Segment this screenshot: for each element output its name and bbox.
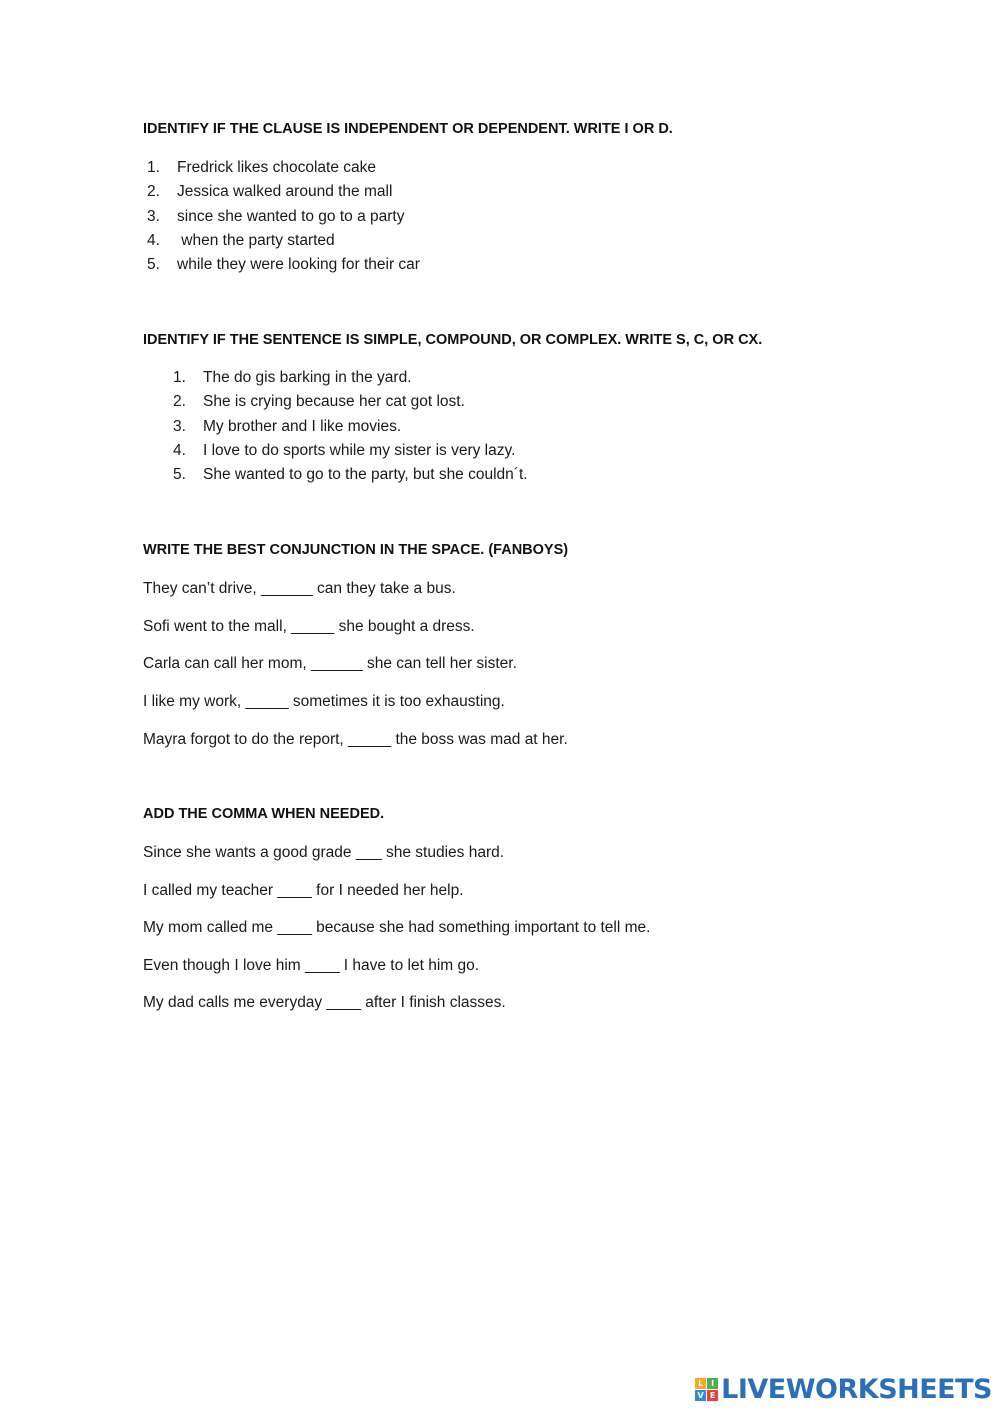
item-text: Jessica walked around the mall: [177, 183, 393, 201]
list-item: [147, 229, 420, 253]
comma-sentence: My dad calls me everyday ____ after I finish classes.: [143, 994, 506, 1011]
list-item: [147, 180, 420, 204]
item-text: since she wanted to go to a party: [177, 207, 405, 225]
conjunction-sentence: They can’t drive, ______ can they take a bus.: [143, 580, 456, 597]
clauses-list: [147, 156, 420, 277]
item-text: I love to do sports while my sister is very lazy.: [203, 441, 516, 459]
logo-text: LIVEWORKSHEETS: [721, 1374, 992, 1405]
logo-letter-l: L: [695, 1378, 706, 1389]
section-title-sentences: IDENTIFY IF THE SENTENCE IS SIMPLE, COMPOUND, OR COMPLEX. WRITE S, C, OR CX.: [143, 332, 763, 348]
list-item: [147, 205, 420, 229]
item-text: She wanted to go to the party, but she couldn´t.: [203, 466, 528, 484]
item-text: when the party started: [177, 231, 335, 249]
item-text: The do gis barking in the yard.: [203, 369, 412, 386]
section-title-commas: ADD THE COMMA WHEN NEEDED.: [143, 806, 385, 822]
section-title-clauses: IDENTIFY IF THE CLAUSE IS INDEPENDENT OR DEPENDENT. WRITE I OR D.: [143, 121, 673, 137]
conjunction-sentence: Sofi went to the mall, _____ she bought a dress.: [143, 618, 475, 635]
item-text: Fredrick likes chocolate cake: [177, 159, 376, 176]
logo-letter-v: V: [695, 1390, 706, 1401]
list-item: [173, 415, 528, 439]
item-number: 3.: [147, 207, 160, 225]
list-item: [173, 390, 528, 414]
liveworksheets-logo: [695, 1375, 992, 1405]
item-number: 5.: [173, 466, 186, 484]
item-number: 5.: [147, 256, 160, 274]
item-number: 2.: [173, 393, 186, 411]
item-text: She is crying because her cat got lost.: [203, 393, 465, 411]
list-item: [173, 463, 528, 487]
comma-sentence: My mom called me ____ because she had something important to tell me.: [143, 919, 651, 936]
section-title-conjunctions: WRITE THE BEST CONJUNCTION IN THE SPACE. (FANBOYS): [143, 542, 569, 558]
conjunction-sentence: Carla can call her mom, ______ she can tell her sister.: [143, 655, 517, 672]
item-number: 3.: [173, 417, 186, 435]
item-number: 4.: [147, 231, 160, 249]
item-number: 1.: [173, 369, 186, 386]
item-number: 4.: [173, 441, 186, 459]
comma-sentence: Even though I love him ____ I have to let him go.: [143, 957, 480, 974]
comma-sentence: I called my teacher ____ for I needed her help.: [143, 882, 464, 899]
conjunction-sentence: Mayra forgot to do the report, _____ the boss was mad at her.: [143, 731, 568, 748]
item-text: while they were looking for their car: [177, 256, 420, 274]
logo-letter-i: I: [707, 1378, 718, 1389]
comma-sentence: Since she wants a good grade ___ she studies hard.: [143, 844, 505, 861]
item-number: 2.: [147, 183, 160, 201]
item-text: My brother and I like movies.: [203, 417, 402, 435]
list-item: [173, 439, 528, 463]
logo-letter-e: E: [707, 1390, 718, 1401]
list-item: [147, 253, 420, 277]
sentences-list: [173, 366, 528, 487]
list-item: [173, 366, 528, 390]
conjunction-sentence: I like my work, _____ sometimes it is too exhausting.: [143, 693, 505, 710]
liveworksheets-logo-icon: [695, 1378, 719, 1402]
list-item: [147, 156, 420, 180]
item-number: 1.: [147, 159, 160, 176]
